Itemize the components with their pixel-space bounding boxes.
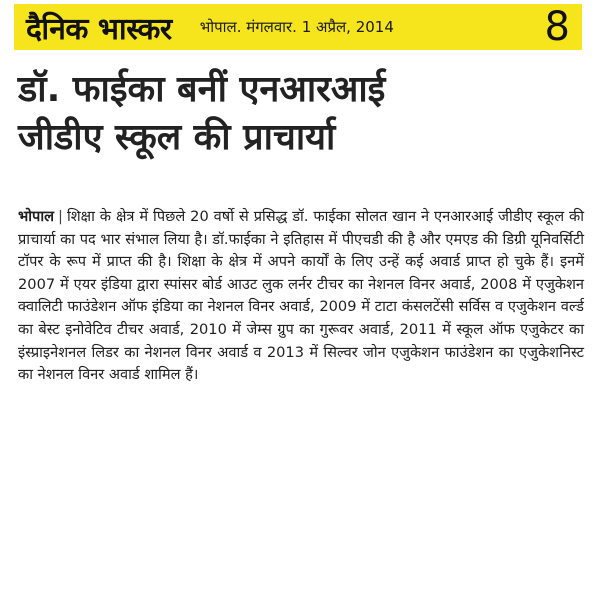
article-location: भोपाल bbox=[18, 208, 55, 225]
article-text: शिक्षा के क्षेत्र में पिछले 20 वर्षो से प्रसिद्ध डॉ. फाईका सोलत खान ने एनआरआई जीडीए स्कूल की प्राचार्या का पद भार संभाल लिया है। डॉ.फाईका ने इतिहास में पीएचडी की है और एमएड की डिग्री यूनिवर्सिटी टॉपर के रूप में प्राप्त की है। शिक्षा के क्षेत्र में अपने कार्यों के लिए उन्हें कई अवार्ड प्राप्त हो चुके हैं। इनमें 2007 में एयर इंडिया द्वारा स्पांसर बोर्ड आउट लुक लर्नर टीचर का नेशनल विनर अवार्ड, 2008 में एजुकेशन क्वालिटी फाउंडेशन ऑफ इंडिया का नेशनल विनर अवार्ड, 2009 में टाटा कंसलटेंसी सर्विस व एजुकेशन वर्ल्ड का बेस्ट इनोवेटिव टीचर अवार्ड, 2010 में जेम्स ग्रुप का गुरूवर अवार्ड, 2011 में स्कूल ऑफ एजुकेटर का इंस्प्राइनेशनल लिडर का नेशनल विनर अवार्ड व 2013 में सिल्वर जोन एजुकेशन फाउंडेशन का एजुकेशनिस्ट का नेशनल विनर अवार्ड शामिल हैं। bbox=[18, 208, 584, 384]
headline bbox=[18, 66, 588, 162]
newspaper-masthead bbox=[14, 4, 582, 50]
dateline: भोपाल. मंगलवार. 1 अप्रैल, 2014 bbox=[199, 18, 394, 36]
newspaper-logo: दैनिक भास्कर bbox=[26, 11, 172, 47]
headline-line-2: जीडीए स्कूल की प्राचार्या bbox=[18, 117, 336, 158]
page-number: 8 bbox=[544, 4, 570, 50]
headline-line-1: डॉ. फाईका बनीं एनआरआई bbox=[18, 69, 386, 110]
article-body bbox=[18, 206, 584, 387]
location-separator: | bbox=[58, 208, 63, 225]
